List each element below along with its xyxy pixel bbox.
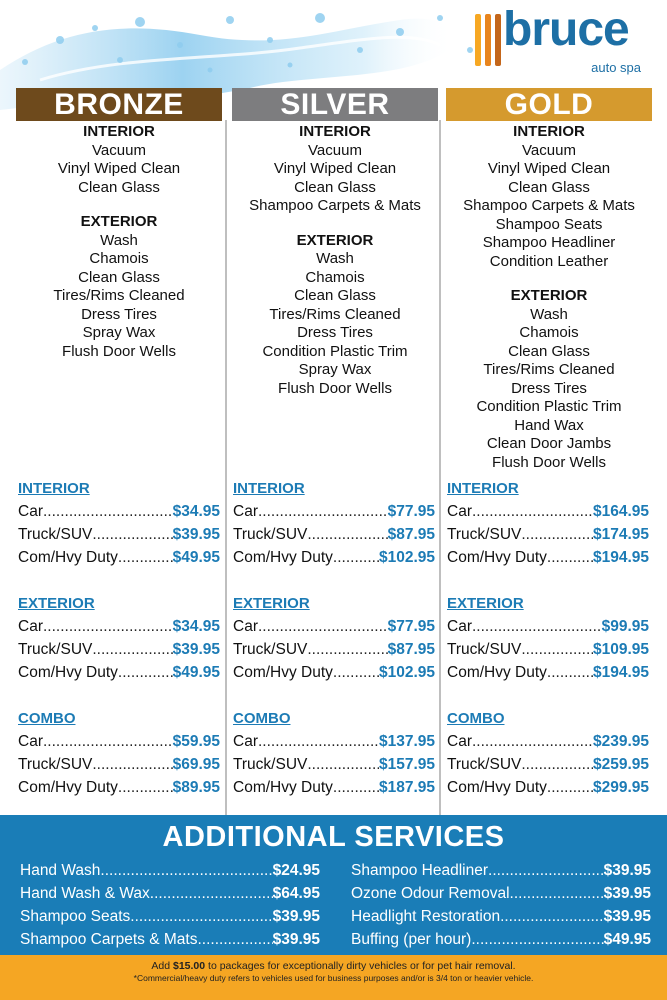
- feature-item: Wash: [100, 231, 138, 249]
- price-value: $102.95: [378, 664, 435, 681]
- feature-item: Tires/Rims Cleaned: [483, 361, 615, 378]
- package-silver: [232, 88, 438, 398]
- price-section-title: INTERIOR: [233, 480, 305, 497]
- vehicle-type: Truck/SUV: [18, 526, 93, 543]
- interior-feature-list: [232, 142, 438, 216]
- feature-item: Vacuum: [308, 141, 362, 159]
- price-value: $259.95: [592, 756, 649, 773]
- dot-leader: [43, 730, 173, 753]
- feature-item: Condition Leather: [489, 252, 609, 270]
- price-section-title: COMBO: [447, 710, 505, 727]
- price-section-title: EXTERIOR: [18, 595, 95, 612]
- dot-leader: [307, 523, 387, 546]
- price-section-title: EXTERIOR: [233, 595, 310, 612]
- price-row: [447, 500, 649, 523]
- service-row: [20, 928, 320, 951]
- service-name: Ozone Odour Removal: [351, 885, 510, 902]
- dot-leader: [333, 776, 379, 799]
- dot-leader: [521, 638, 593, 661]
- price-value: $77.95: [387, 503, 435, 520]
- price-value: $39.95: [172, 641, 220, 658]
- package-bronze: [16, 88, 222, 361]
- feature-item: Spray Wax: [82, 324, 156, 341]
- dot-leader: [547, 661, 593, 684]
- dot-leader: [118, 546, 173, 569]
- feature-item: Clean Door Jambs: [486, 435, 612, 452]
- dot-leader: [547, 546, 593, 569]
- feature-item: Vacuum: [92, 141, 146, 159]
- feature-item: Clean Glass: [78, 268, 160, 286]
- price-row: [18, 500, 220, 523]
- spacer: [232, 216, 438, 230]
- logo-bars-icon: [475, 14, 501, 66]
- bruce-logo: [475, 3, 645, 82]
- service-name: Hand Wash: [20, 862, 101, 879]
- price-row: [18, 523, 220, 546]
- service-name: Buffing (per hour): [351, 931, 472, 948]
- feature-item: Clean Glass: [294, 178, 376, 196]
- price-column-gold: [447, 478, 649, 799]
- price-row: [447, 753, 649, 776]
- logo-bar: [475, 14, 481, 66]
- vehicle-type: Car: [233, 733, 258, 750]
- dot-leader: [510, 882, 604, 905]
- price-row: [447, 523, 649, 546]
- interior-heading: INTERIOR: [83, 123, 155, 140]
- feature-item: Vacuum: [522, 141, 576, 159]
- footer-surcharge-note: [0, 955, 667, 973]
- dot-leader: [43, 500, 173, 523]
- exterior-feature-list: [232, 250, 438, 398]
- feature-item: Spray Wax: [298, 361, 372, 378]
- price-value: $87.95: [387, 526, 435, 543]
- service-price: $39.95: [272, 908, 320, 925]
- vehicle-type: Com/Hvy Duty: [18, 664, 118, 681]
- price-value: $34.95: [172, 618, 220, 635]
- price-column-silver: [233, 478, 435, 799]
- dot-leader: [547, 776, 593, 799]
- price-section-title: COMBO: [233, 710, 291, 727]
- feature-item: Hand Wax: [514, 416, 584, 434]
- price-value: $174.95: [592, 526, 649, 543]
- price-value: $99.95: [601, 618, 649, 635]
- feature-item: Shampoo Carpets & Mats: [463, 197, 635, 214]
- vehicle-type: Com/Hvy Duty: [447, 549, 547, 566]
- price-value: $102.95: [378, 549, 435, 566]
- price-row: [447, 546, 649, 569]
- feature-item: Clean Glass: [78, 178, 160, 196]
- dot-leader: [258, 615, 388, 638]
- price-row: [18, 638, 220, 661]
- vehicle-type: Com/Hvy Duty: [233, 779, 333, 796]
- price-section-title: EXTERIOR: [447, 595, 524, 612]
- dot-leader: [130, 905, 272, 928]
- dot-leader: [100, 859, 272, 882]
- feature-item: Tires/Rims Cleaned: [269, 305, 401, 323]
- dot-leader: [333, 546, 379, 569]
- price-row: [233, 500, 435, 523]
- feature-item: Clean Glass: [294, 287, 376, 304]
- vehicle-type: Truck/SUV: [18, 756, 93, 773]
- service-price: $64.95: [272, 885, 320, 902]
- price-row: [447, 661, 649, 684]
- feature-item: Wash: [316, 250, 354, 267]
- price-value: $87.95: [387, 641, 435, 658]
- vehicle-type: Com/Hvy Duty: [18, 779, 118, 796]
- exterior-feature-list: [446, 306, 652, 473]
- vehicle-type: Truck/SUV: [447, 641, 522, 658]
- interior-heading: INTERIOR: [299, 123, 371, 140]
- package-gold: [446, 88, 652, 472]
- price-value: $49.95: [172, 664, 220, 681]
- service-row: [20, 859, 320, 882]
- dot-leader: [92, 523, 172, 546]
- feature-item: Flush Door Wells: [492, 453, 606, 471]
- price-value: $34.95: [172, 503, 220, 520]
- price-value: $109.95: [592, 641, 649, 658]
- vehicle-type: Truck/SUV: [447, 526, 522, 543]
- dot-leader: [43, 615, 173, 638]
- logo-wordmark: bruce: [503, 3, 629, 56]
- dot-leader: [118, 776, 173, 799]
- dot-leader: [92, 753, 172, 776]
- dot-leader: [150, 882, 273, 905]
- vehicle-type: Car: [18, 733, 43, 750]
- additional-services-right: [351, 859, 651, 951]
- feature-item: Flush Door Wells: [62, 342, 176, 360]
- feature-item: Condition Plastic Trim: [476, 398, 622, 415]
- dot-leader: [521, 523, 593, 546]
- dot-leader: [92, 638, 172, 661]
- price-section-combo: [18, 708, 220, 799]
- price-value: $69.95: [172, 756, 220, 773]
- package-banner: GOLD: [446, 88, 652, 121]
- footer-text: to packages for exceptionally dirty vehicles or for pet hair removal.: [205, 960, 516, 972]
- additional-services-panel: [0, 815, 667, 955]
- service-row: [351, 859, 651, 882]
- vehicle-type: Car: [447, 733, 472, 750]
- price-value: $137.95: [378, 733, 435, 750]
- logo-tagline: auto spa: [591, 60, 641, 75]
- dot-leader: [472, 615, 602, 638]
- feature-item: Chamois: [519, 324, 579, 341]
- price-value: $187.95: [378, 779, 435, 796]
- interior-feature-list: [16, 142, 222, 198]
- exterior-feature-list: [16, 232, 222, 362]
- price-value: $164.95: [592, 503, 649, 520]
- feature-item: Shampoo Headliner: [482, 234, 616, 251]
- price-value: $194.95: [592, 664, 649, 681]
- feature-item: Clean Glass: [508, 178, 590, 196]
- vehicle-type: Truck/SUV: [233, 756, 308, 773]
- price-row: [233, 753, 435, 776]
- service-name: Shampoo Carpets & Mats: [20, 931, 198, 948]
- price-section-title: INTERIOR: [447, 480, 519, 497]
- price-section-exterior: [18, 593, 220, 684]
- service-price: $39.95: [603, 885, 651, 902]
- vehicle-type: Car: [447, 503, 472, 520]
- price-row: [18, 776, 220, 799]
- feature-item: Dress Tires: [511, 379, 587, 397]
- service-name: Shampoo Seats: [20, 908, 131, 925]
- price-section-title: COMBO: [18, 710, 76, 727]
- price-row: [447, 615, 649, 638]
- vehicle-type: Truck/SUV: [233, 641, 308, 658]
- dot-leader: [488, 859, 604, 882]
- feature-item: Dress Tires: [81, 305, 157, 323]
- price-section-combo: [447, 708, 649, 799]
- dot-leader: [521, 753, 593, 776]
- logo-bar: [495, 14, 501, 66]
- vehicle-type: Com/Hvy Duty: [233, 664, 333, 681]
- price-value: $194.95: [592, 549, 649, 566]
- column-divider: [225, 120, 227, 815]
- vehicle-type: Truck/SUV: [18, 641, 93, 658]
- feature-item: Chamois: [305, 268, 365, 286]
- footer-surcharge-amount: $15.00: [173, 960, 206, 972]
- dot-leader: [472, 730, 593, 753]
- price-section-interior: [233, 478, 435, 569]
- exterior-heading: EXTERIOR: [296, 231, 374, 249]
- price-row: [447, 776, 649, 799]
- price-row: [233, 615, 435, 638]
- feature-item: Dress Tires: [297, 324, 373, 341]
- package-banner: SILVER: [232, 88, 438, 121]
- price-section-title: INTERIOR: [18, 480, 90, 497]
- price-row: [233, 638, 435, 661]
- feature-item: Condition Plastic Trim: [262, 342, 408, 360]
- vehicle-type: Car: [233, 503, 258, 520]
- dot-leader: [471, 928, 603, 951]
- price-section-interior: [18, 478, 220, 569]
- dot-leader: [307, 638, 387, 661]
- service-name: Headlight Restoration: [351, 908, 501, 925]
- price-section-combo: [233, 708, 435, 799]
- price-row: [18, 753, 220, 776]
- price-value: $77.95: [387, 618, 435, 635]
- feature-item: Chamois: [89, 250, 149, 267]
- service-price: $39.95: [603, 908, 651, 925]
- exterior-heading: EXTERIOR: [80, 213, 158, 230]
- price-row: [233, 523, 435, 546]
- package-banner: BRONZE: [16, 88, 222, 121]
- interior-heading: INTERIOR: [513, 123, 585, 140]
- vehicle-type: Com/Hvy Duty: [447, 664, 547, 681]
- service-price: $39.95: [603, 862, 651, 879]
- feature-item: Vinyl Wiped Clean: [273, 160, 397, 177]
- dot-leader: [500, 905, 604, 928]
- footer-text: Add: [151, 960, 173, 972]
- service-price: $49.95: [603, 931, 651, 948]
- price-row: [18, 730, 220, 753]
- vehicle-type: Car: [18, 618, 43, 635]
- service-row: [351, 905, 651, 928]
- price-value: $89.95: [172, 779, 220, 796]
- spacer: [446, 271, 652, 285]
- price-section-interior: [447, 478, 649, 569]
- spacer: [16, 197, 222, 211]
- price-row: [18, 661, 220, 684]
- column-divider: [439, 120, 441, 815]
- additional-services-left: [20, 859, 320, 951]
- vehicle-type: Truck/SUV: [233, 526, 308, 543]
- price-row: [233, 776, 435, 799]
- vehicle-type: Com/Hvy Duty: [447, 779, 547, 796]
- price-row: [233, 546, 435, 569]
- dot-leader: [197, 928, 272, 951]
- feature-item: Wash: [530, 305, 568, 323]
- vehicle-type: Car: [18, 503, 43, 520]
- feature-item: Shampoo Seats: [495, 215, 603, 233]
- service-row: [20, 905, 320, 928]
- price-value: $59.95: [172, 733, 220, 750]
- price-value: $49.95: [172, 549, 220, 566]
- dot-leader: [472, 500, 593, 523]
- interior-feature-list: [446, 142, 652, 272]
- vehicle-type: Car: [233, 618, 258, 635]
- dot-leader: [307, 753, 379, 776]
- exterior-heading: EXTERIOR: [510, 287, 588, 304]
- feature-item: Shampoo Carpets & Mats: [249, 197, 421, 214]
- footer-note: [0, 955, 667, 1000]
- feature-item: Vinyl Wiped Clean: [487, 160, 611, 177]
- feature-item: Clean Glass: [508, 342, 590, 360]
- vehicle-type: Com/Hvy Duty: [18, 549, 118, 566]
- price-value: $39.95: [172, 526, 220, 543]
- vehicle-type: Com/Hvy Duty: [233, 549, 333, 566]
- feature-item: Vinyl Wiped Clean: [57, 160, 181, 177]
- price-value: $239.95: [592, 733, 649, 750]
- logo-bar: [485, 14, 491, 66]
- service-name: Shampoo Headliner: [351, 862, 489, 879]
- dot-leader: [333, 661, 379, 684]
- feature-item: Flush Door Wells: [278, 379, 392, 397]
- price-value: $157.95: [378, 756, 435, 773]
- service-row: [351, 882, 651, 905]
- price-row: [233, 730, 435, 753]
- price-value: $299.95: [592, 779, 649, 796]
- footer-disclaimer: *Commercial/heavy duty refers to vehicles used for business purposes and/or is 3/4 ton or heavier vehicle.: [133, 973, 534, 983]
- vehicle-type: Truck/SUV: [447, 756, 522, 773]
- dot-leader: [258, 730, 379, 753]
- price-row: [447, 638, 649, 661]
- price-row: [18, 546, 220, 569]
- service-name: Hand Wash & Wax: [20, 885, 150, 902]
- service-price: $39.95: [272, 931, 320, 948]
- service-price: $24.95: [272, 862, 320, 879]
- dot-leader: [258, 500, 388, 523]
- dot-leader: [118, 661, 173, 684]
- price-row: [233, 661, 435, 684]
- price-row: [18, 615, 220, 638]
- service-row: [20, 882, 320, 905]
- price-section-exterior: [447, 593, 649, 684]
- additional-services-title: ADDITIONAL SERVICES: [162, 821, 505, 853]
- price-section-exterior: [233, 593, 435, 684]
- feature-item: Tires/Rims Cleaned: [53, 287, 185, 304]
- price-column-bronze: [18, 478, 220, 799]
- price-row: [447, 730, 649, 753]
- vehicle-type: Car: [447, 618, 472, 635]
- service-row: [351, 928, 651, 951]
